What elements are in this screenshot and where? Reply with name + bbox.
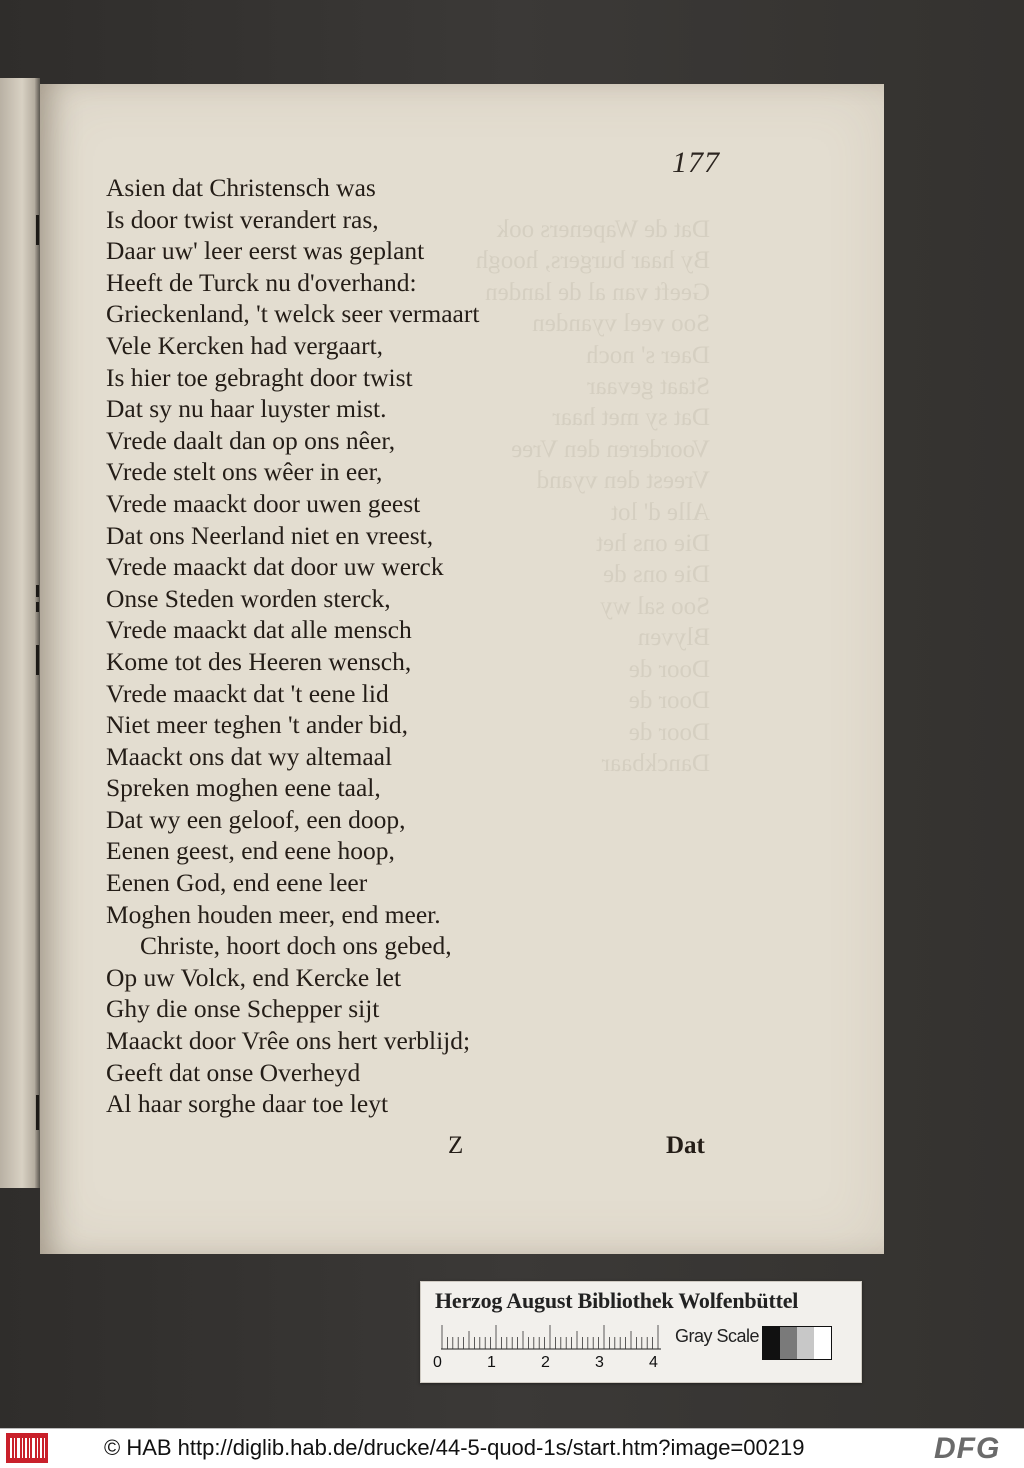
- poem-line: Al haar sorghe daar toe leyt: [106, 1089, 389, 1119]
- signature-mark: Z: [448, 1132, 464, 1159]
- ruler-numbers: [433, 1354, 673, 1378]
- poem-line: Vrede maackt dat 't eene lid: [106, 678, 389, 708]
- poem-line: Dat wy een geloof, een doop,: [106, 804, 406, 834]
- grayscale-swatch: [814, 1327, 831, 1359]
- poem-line: Eenen God, end eene leer: [106, 868, 368, 898]
- ruler-number: 1: [487, 1354, 496, 1371]
- ruler-number: 4: [649, 1354, 658, 1371]
- poem-line: Dat ons Neerland niet en vreest,: [106, 520, 434, 550]
- catchword: Dat: [666, 1132, 705, 1159]
- poem-line: Asien dat Christensch was: [106, 173, 376, 202]
- poem-line: Vele Kercken had vergaart,: [106, 330, 384, 360]
- poem-line: Vrede maackt dat door uw werck: [106, 552, 444, 582]
- facing-page-edge: [0, 78, 40, 1188]
- poem-line: Vrede maackt door uwen geest: [106, 488, 421, 518]
- margin-mark: [36, 585, 39, 597]
- margin-mark: [36, 645, 39, 675]
- poem-line: Grieckenland, 't welck seer vermaart: [106, 299, 480, 329]
- poem-line: Is hier toe gebraght door twist: [106, 362, 413, 392]
- page-number: 177: [672, 146, 720, 179]
- poem-line: Daar uw' leer eerst was geplant: [106, 236, 425, 266]
- library-label-card: [420, 1281, 862, 1383]
- poem-line: Christe, hoort doch ons gebed,: [140, 931, 452, 961]
- poem-line: Spreken moghen eene taal,: [106, 773, 381, 803]
- poem-line: Op uw Volck, end Kercke let: [106, 962, 402, 992]
- poem-line: Moghen houden meer, end meer.: [106, 899, 441, 929]
- grayscale-label: Gray Scale: [675, 1326, 760, 1346]
- grayscale-swatch: [797, 1327, 814, 1359]
- poem-line: Geeft dat onse Overheyd: [106, 1057, 361, 1087]
- margin-mark: [36, 215, 39, 245]
- margin-mark: [36, 602, 39, 612]
- poem-line: Vrede maackt dat alle mensch: [106, 615, 412, 645]
- poem-line: Heeft de Turck nu d'overhand:: [106, 267, 417, 297]
- margin-mark: [36, 1095, 39, 1130]
- book-page: [40, 84, 884, 1254]
- poem-line: Niet meer teghen 't ander bid,: [106, 710, 408, 740]
- ruler-number: 0: [433, 1354, 442, 1371]
- dfg-logo: DFG: [934, 1432, 1001, 1465]
- ruler-number: 3: [595, 1354, 604, 1371]
- poem-line: Vrede daalt dan op ons nêer,: [106, 425, 396, 455]
- grayscale-swatches: [762, 1326, 832, 1360]
- poem-line: Is door twist verandert ras,: [106, 204, 379, 234]
- poem-line: Ghy die onse Schepper sijt: [106, 994, 380, 1024]
- grayscale-swatch: [763, 1327, 780, 1359]
- poem-text: [106, 172, 626, 1120]
- barcode-icon: [6, 1433, 48, 1463]
- poem-line: Vrede stelt ons wêer in eer,: [106, 457, 383, 487]
- poem-line: Dat sy nu haar luyster mist.: [106, 394, 387, 424]
- poem-line: Maackt ons dat wy altemaal: [106, 741, 393, 771]
- poem-line: Kome tot des Heeren wensch,: [106, 646, 412, 676]
- poem-line: Onse Steden worden sterck,: [106, 583, 391, 613]
- poem-line: Maackt door Vrêe ons hert verblijd;: [106, 1026, 471, 1056]
- library-name: Herzog August Bibliothek Wolfenbüttel: [435, 1288, 799, 1313]
- bleed-through-text: Dat de Wapeners ook By haar burgers, hoogh Geeft van al de landen Soo veel vyanden Daer s' noch Staat gevaar Dat sy met haar Voorderen den Vree Vreest den vyand Alle d' lot Die ons het Die ons de Soo sal wy Blyven Door de Door de Door de Danckbaar: [475, 216, 710, 777]
- grayscale-swatch: [780, 1327, 797, 1359]
- poem-line: Eenen geest, end eene hoop,: [106, 836, 395, 866]
- ruler-number: 2: [541, 1354, 550, 1371]
- footer-bar: [0, 1428, 1024, 1468]
- copyright-url[interactable]: © HAB http://diglib.hab.de/drucke/44-5-quod-1s/start.htm?image=00219: [104, 1435, 805, 1460]
- measurement-ruler-icon: [441, 1324, 663, 1350]
